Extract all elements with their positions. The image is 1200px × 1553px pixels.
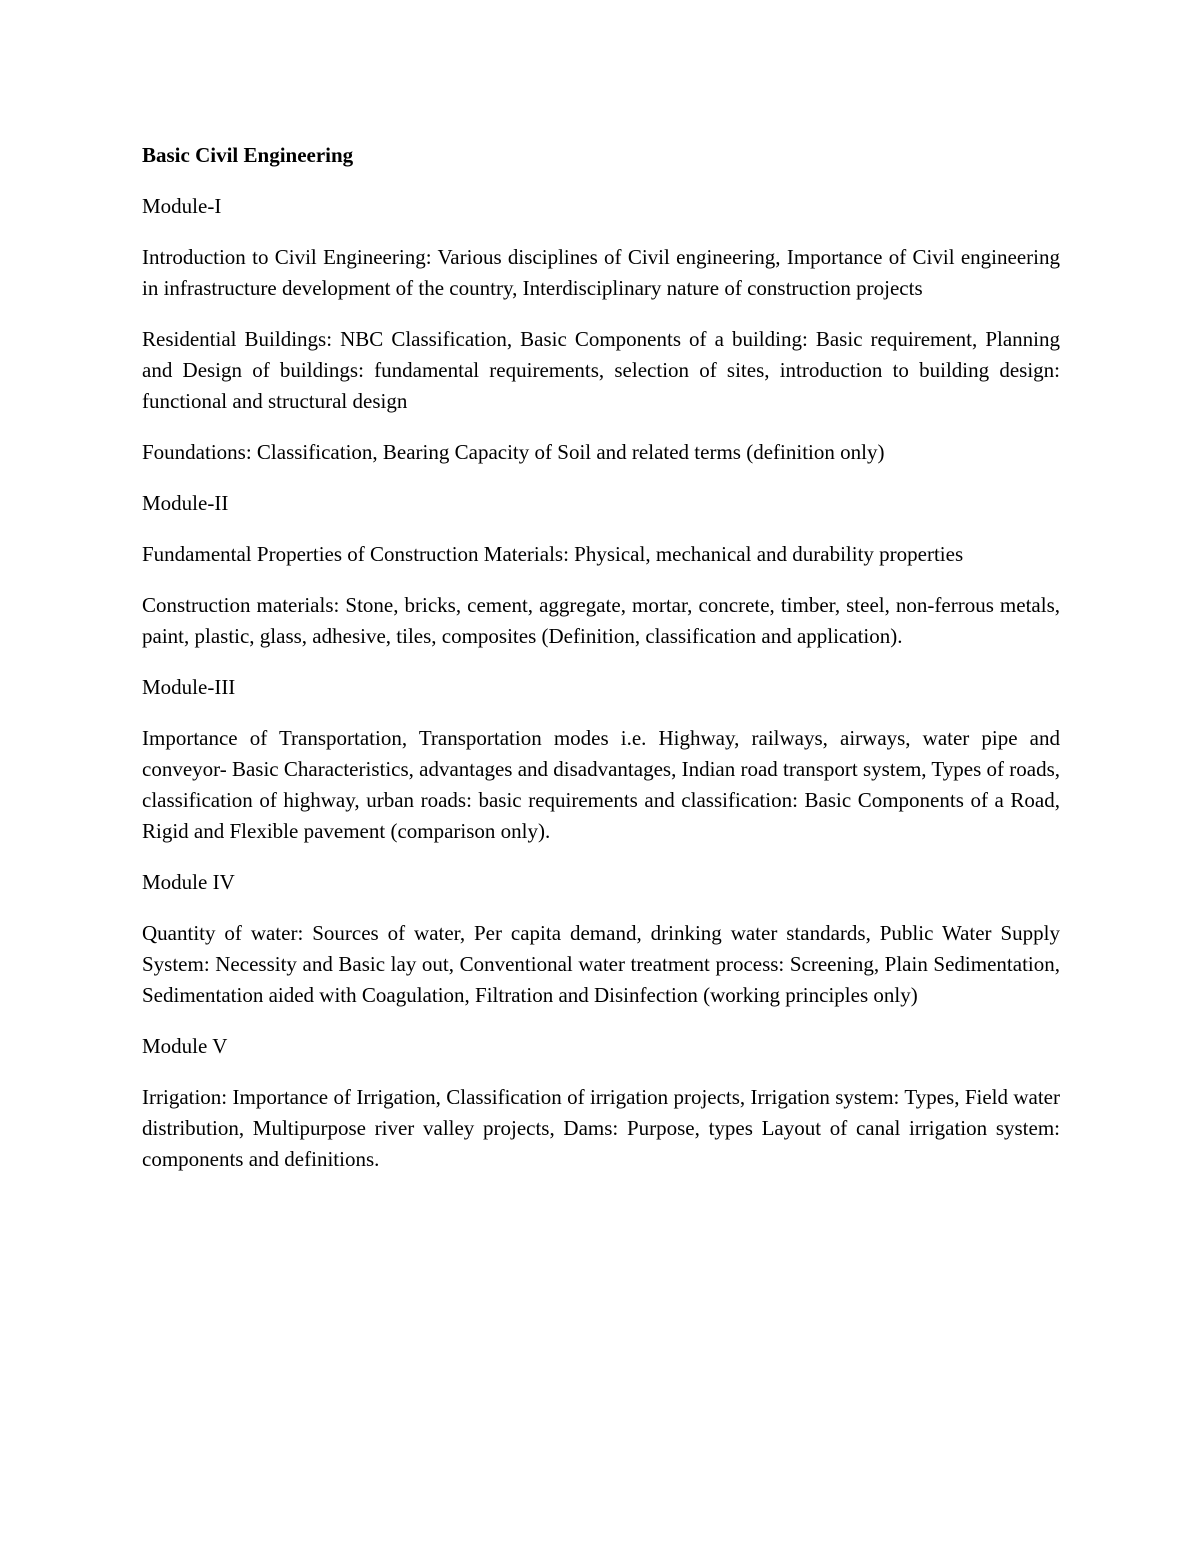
module-5-paragraph-1: Irrigation: Importance of Irrigation, Classification of irrigation projects, Irrigation system: Types, Field water distribution, Multipurpose river valley projects, Dams: Purpose, types Layout of canal irrigation system: components and definitions. <box>142 1085 1060 1171</box>
module-5-section <box>142 1031 1060 1175</box>
module-2-paragraph-1: Fundamental Properties of Construction Materials: Physical, mechanical and durability properties <box>142 542 964 566</box>
module-2-paragraph-2: Construction materials: Stone, bricks, cement, aggregate, mortar, concrete, timber, steel, non-ferrous metals, paint, plastic, glass, adhesive, tiles, composites (Definition, classification and application). <box>142 593 1060 648</box>
module-4-heading: Module IV <box>142 870 235 894</box>
module-4-section <box>142 867 1060 1011</box>
module-1-heading: Module-I <box>142 194 222 218</box>
module-1-section <box>142 191 1060 468</box>
document-page <box>142 140 1060 1195</box>
module-3-paragraph-1: Importance of Transportation, Transportation modes i.e. Highway, railways, airways, water pipe and conveyor- Basic Characteristics, advantages and disadvantages, Indian road transport system, Types of roads, classification of highway, urban roads: basic requirements and classification: Basic Components of a Road, Rigid and Flexible pavement (comparison only). <box>142 726 1060 843</box>
module-1-paragraph-1: Introduction to Civil Engineering: Various disciplines of Civil engineering, Importance of Civil engineering in infrastructure development of the country, Interdisciplinary nature of construction projects <box>142 245 1060 300</box>
module-4-paragraph-1: Quantity of water: Sources of water, Per capita demand, drinking water standards, Public Water Supply System: Necessity and Basic lay out, Conventional water treatment process: Screening, Plain Sedimentation, Sedimentation aided with Coagulation, Filtration and Disinfection (working principles only) <box>142 921 1060 1007</box>
module-2-section <box>142 488 1060 652</box>
module-5-heading: Module V <box>142 1034 228 1058</box>
module-1-paragraph-3: Foundations: Classification, Bearing Capacity of Soil and related terms (definition only) <box>142 440 885 464</box>
module-2-heading: Module-II <box>142 491 229 515</box>
module-3-heading: Module-III <box>142 675 236 699</box>
module-3-section <box>142 672 1060 847</box>
document-title: Basic Civil Engineering <box>142 143 354 167</box>
module-1-paragraph-2: Residential Buildings: NBC Classification, Basic Components of a building: Basic requirement, Planning and Design of buildings: fundamental requirements, selection of sites, introduction to building design: functional and structural design <box>142 327 1060 413</box>
